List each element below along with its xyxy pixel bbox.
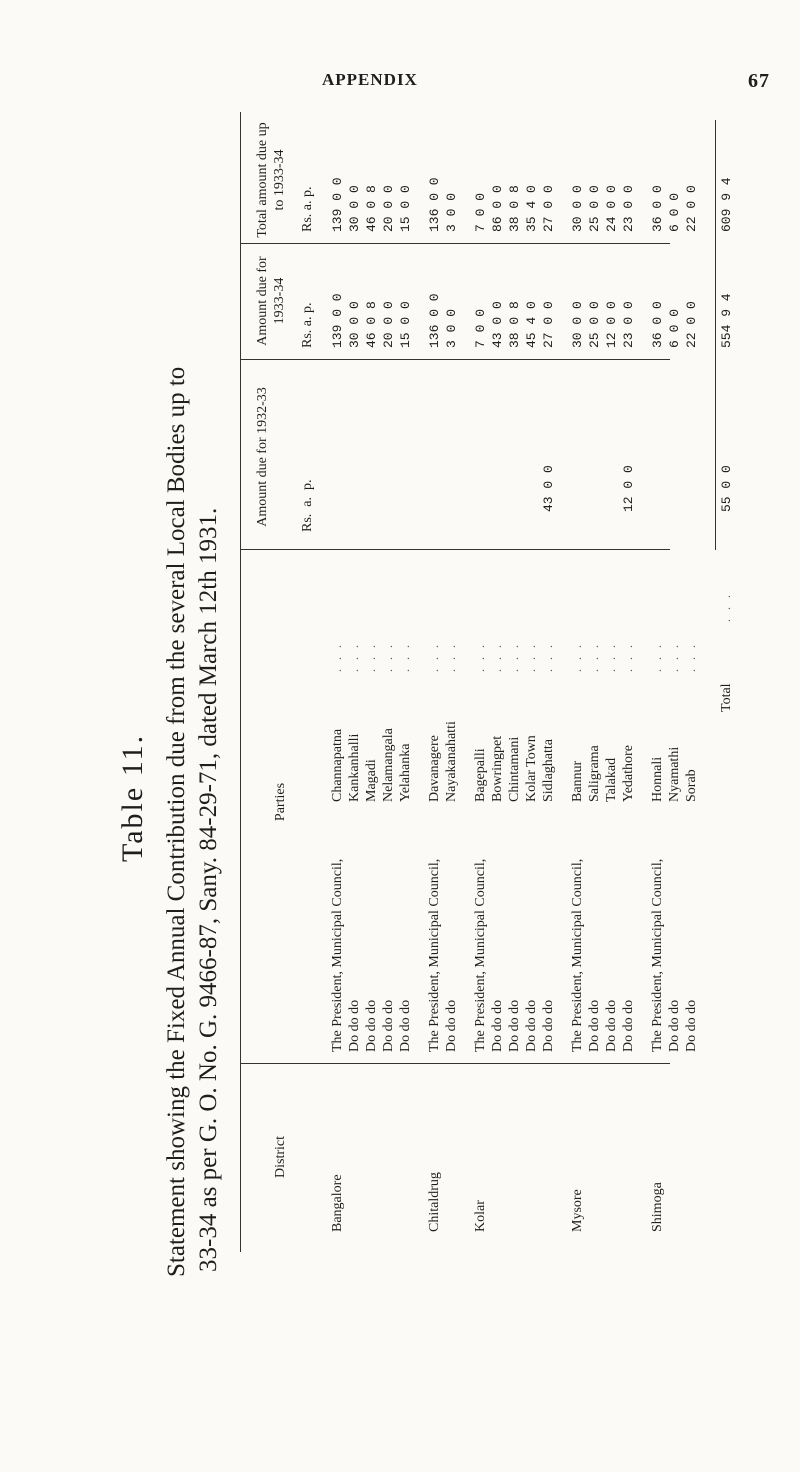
- due-1933: 6 0 0: [667, 308, 682, 348]
- due-1933: 15 0 0: [398, 301, 413, 348]
- party-name: Yelahanka: [398, 743, 413, 802]
- colhead-parties: Parties: [273, 782, 288, 822]
- due-1933: 3 0 0: [444, 308, 459, 348]
- due-1933: 30 0 0: [570, 301, 585, 348]
- district-name: Shimoga: [650, 1182, 665, 1232]
- due-1933: 23 0 0: [621, 301, 636, 348]
- district-name: Bangalore: [330, 1174, 345, 1232]
- due-1933: 30 0 0: [347, 301, 362, 348]
- unit-a: a.: [300, 316, 315, 327]
- leader-dots: . . .: [524, 642, 538, 672]
- party-prefix: The President, Municipal Council,: [427, 858, 442, 1052]
- total-due: 136 0 0: [427, 177, 442, 232]
- party-name: Magadi: [364, 759, 379, 802]
- leader-dots: . . .: [604, 642, 618, 672]
- leader-dots: . . .: [650, 642, 664, 672]
- party-name: Nyamathi: [667, 746, 682, 802]
- totals-1933: 554 9 4: [719, 293, 734, 348]
- party-prefix: Do do do: [507, 999, 522, 1052]
- totals-1932: 55 0 0: [719, 465, 734, 512]
- total-due: 27 0 0: [541, 185, 556, 232]
- due-1933: 27 0 0: [541, 301, 556, 348]
- district-name: Chitaldrug: [427, 1172, 442, 1232]
- unit-a: a.: [300, 200, 315, 211]
- leader-dots: . . .: [621, 642, 635, 672]
- party-prefix: Do do do: [398, 999, 413, 1052]
- due-1933: 136 0 0: [427, 293, 442, 348]
- total-due: 25 0 0: [587, 185, 602, 232]
- party-prefix: Do do do: [364, 999, 379, 1052]
- party-name: Saligrama: [587, 745, 602, 802]
- party-name: Bagepalli: [473, 748, 488, 802]
- total-due: 22 0 0: [684, 185, 699, 232]
- party-name: Channapatna: [330, 728, 345, 802]
- total-due: 3 0 0: [444, 192, 459, 232]
- total-due: 36 0 0: [650, 185, 665, 232]
- due-1933: 22 0 0: [684, 301, 699, 348]
- due-1933: 25 0 0: [587, 301, 602, 348]
- col-sep-parties: [240, 549, 670, 550]
- total-due: 20 0 0: [381, 185, 396, 232]
- leader-dots: . . .: [490, 642, 504, 672]
- due-1933: 7 0 0: [473, 308, 488, 348]
- totals-rule: [715, 120, 716, 550]
- total-due: 30 0 0: [570, 185, 585, 232]
- col-sep-1932: [240, 359, 670, 360]
- total-due: 35 4 0: [524, 185, 539, 232]
- unit-rs: Rs.: [300, 213, 315, 232]
- units-1933: [300, 302, 316, 348]
- due-1933: 36 0 0: [650, 301, 665, 348]
- total-due: 46 0 8: [364, 185, 379, 232]
- party-name: Kolar Town: [524, 735, 539, 802]
- units-total: [300, 186, 316, 232]
- leader-dots: . . .: [444, 642, 458, 672]
- party-prefix: The President, Municipal Council,: [330, 858, 345, 1052]
- party-prefix: The President, Municipal Council,: [650, 858, 665, 1052]
- party-prefix: Do do do: [347, 999, 362, 1052]
- party-name: Nelamangala: [381, 728, 396, 802]
- total-due: 30 0 0: [347, 185, 362, 232]
- totals-label: Total: [719, 683, 734, 712]
- leader-dots: . . .: [364, 642, 378, 672]
- party-prefix: Do do do: [524, 999, 539, 1052]
- leader-dots: . . .: [427, 642, 441, 672]
- party-name: Talakad: [604, 757, 619, 802]
- party-prefix: Do do do: [667, 999, 682, 1052]
- total-due: 139 0 0: [330, 177, 345, 232]
- party-prefix: Do do do: [381, 999, 396, 1052]
- party-prefix: Do do do: [604, 999, 619, 1052]
- leader-dots: . . .: [347, 642, 361, 672]
- total-due: 6 0 0: [667, 192, 682, 232]
- due-1932: 43 0 0: [541, 465, 556, 512]
- col-sep-district: [240, 1063, 670, 1064]
- unit-p: p.: [300, 302, 315, 313]
- due-1933: 12 0 0: [604, 301, 619, 348]
- due-1933: 38 0 8: [507, 301, 522, 348]
- party-name: Yedathore: [621, 745, 636, 802]
- due-1933: 45 4 0: [524, 301, 539, 348]
- leader-dots: . . .: [719, 592, 733, 622]
- total-due: 15 0 0: [398, 185, 413, 232]
- total-due: 38 0 8: [507, 185, 522, 232]
- leader-dots: . . .: [684, 642, 698, 672]
- due-1932: 12 0 0: [621, 465, 636, 512]
- leader-dots: . . .: [570, 642, 584, 672]
- unit-rs: Rs.: [300, 329, 315, 348]
- unit-p: p.: [300, 186, 315, 197]
- party-prefix: Do do do: [587, 999, 602, 1052]
- party-name: Sorab: [684, 769, 699, 802]
- page-header-title: APPENDIX: [322, 70, 418, 89]
- units-1932: [300, 479, 316, 532]
- party-name: Davanagere: [427, 735, 442, 802]
- party-prefix: Do do do: [444, 999, 459, 1052]
- party-name: Sidlaghatta: [541, 739, 556, 802]
- unit-rs: Rs.: [300, 513, 315, 532]
- party-name: Chintamani: [507, 736, 522, 802]
- leader-dots: . . .: [541, 642, 555, 672]
- colhead-1933: Amount due for 1933-34: [255, 256, 287, 346]
- district-name: Kolar: [473, 1200, 488, 1232]
- caption-line-2: 33-34 as per G. O. No. G. 9466-87, Sany. 84-29-71, dated March 12th 1931.: [195, 507, 222, 1272]
- total-due: 23 0 0: [621, 185, 636, 232]
- table-top-rule: [240, 112, 241, 1252]
- district-name: Mysore: [570, 1189, 585, 1232]
- leader-dots: . . .: [398, 642, 412, 672]
- leader-dots: . . .: [473, 642, 487, 672]
- leader-dots: . . .: [330, 642, 344, 672]
- party-name: Kankanhalli: [347, 733, 362, 802]
- party-prefix: Do do do: [541, 999, 556, 1052]
- party-prefix: The President, Municipal Council,: [570, 858, 585, 1052]
- colhead-total: Total amount due up to 1933-34: [255, 122, 287, 238]
- leader-dots: . . .: [587, 642, 601, 672]
- page-number: 67: [748, 70, 770, 92]
- table-label: Table 11.: [116, 733, 149, 862]
- party-prefix: The President, Municipal Council,: [473, 858, 488, 1052]
- leader-dots: . . .: [381, 642, 395, 672]
- totals-total: 609 9 4: [719, 177, 734, 232]
- caption-line-1: Statement showing the Fixed Annual Contribution due from the several Local Bodies up to: [163, 366, 190, 1277]
- colhead-district: District: [273, 1136, 288, 1178]
- party-name: Bowringpet: [490, 735, 505, 802]
- total-due: 24 0 0: [604, 185, 619, 232]
- total-due: 7 0 0: [473, 192, 488, 232]
- party-name: Bannur: [570, 760, 585, 802]
- due-1933: 139 0 0: [330, 293, 345, 348]
- due-1933: 43 0 0: [490, 301, 505, 348]
- party-name: Nayakanahatti: [444, 721, 459, 802]
- party-prefix: Do do do: [684, 999, 699, 1052]
- party-name: Honnali: [650, 756, 665, 802]
- leader-dots: . . .: [507, 642, 521, 672]
- unit-a: a.: [300, 496, 315, 507]
- due-1933: 46 0 8: [364, 301, 379, 348]
- due-1933: 20 0 0: [381, 301, 396, 348]
- party-prefix: Do do do: [490, 999, 505, 1052]
- col-sep-1933: [240, 243, 670, 244]
- total-due: 86 0 0: [490, 185, 505, 232]
- unit-p: p.: [300, 479, 315, 490]
- leader-dots: . . .: [667, 642, 681, 672]
- party-prefix: Do do do: [621, 999, 636, 1052]
- colhead-1932: Amount due for 1932-33: [255, 387, 270, 527]
